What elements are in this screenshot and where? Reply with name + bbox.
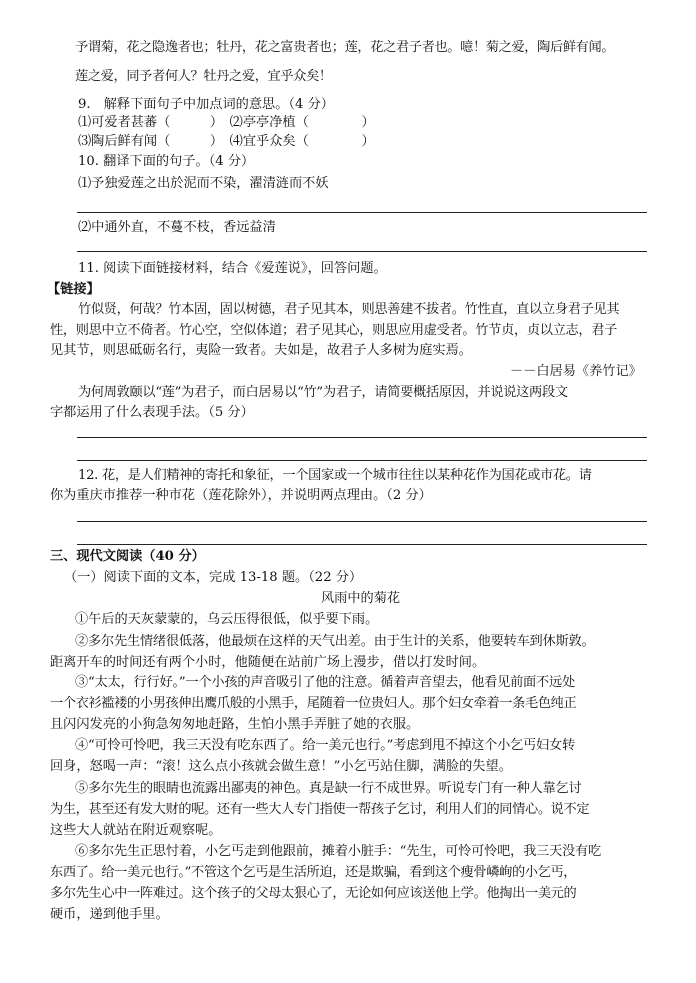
- article-line: ③“太太，行行好。”一个小孩的声音吸引了他的注意。循着声音望去，他看见前面不远处: [75, 675, 576, 690]
- article-line: 硬币，递到他手里。: [50, 907, 169, 922]
- question-10-sentence: ⑴予独爱莲之出於泥而不染，濯清涟而不妖: [78, 176, 329, 191]
- answer-line: [77, 251, 647, 252]
- article-title: 风雨中的菊花: [321, 591, 401, 606]
- question-12-stem: 12. 花，是人们精神的寄托和象征，一个国家或一个城市往往以某种花作为国花或市花。请: [78, 468, 592, 483]
- article-line: 回身，怒喝一声：“滚！这么点小孩就会做生意！”小乞丐站住脚，满脸的失望。: [50, 759, 512, 774]
- link-paragraph: 竹似贤，何哉？竹本固，固以树德，君子见其本，则思善建不拔者。竹性直，直以立身君子见其: [78, 302, 620, 317]
- section-heading: 三、现代文阅读（40 分）: [50, 549, 205, 564]
- question-10-stem: 10. 翻译下面的句子。（4 分）: [78, 154, 255, 169]
- article-line: 多尔先生心中一阵难过。这个孩子的父母太狠心了，无论如何应该送他上学。他掏出一美元的: [50, 886, 577, 901]
- answer-line: [77, 437, 647, 438]
- question-12-stem: 你为重庆市推荐一种市花（莲花除外），并说明两点理由。（2 分）: [50, 488, 432, 503]
- answer-line: [77, 544, 647, 545]
- answer-line: [77, 460, 647, 461]
- answer-line: [77, 521, 647, 522]
- article-line: ④“可怜可怜吧，我三天没有吃东西了。给一美元也行。”考虑到甩不掉这个小乞丐妇女转: [75, 738, 576, 753]
- article-line: 且闪闪发亮的小狗急匆匆地赶路，生怕小黑手弄脏了她的衣服。: [50, 717, 420, 732]
- article-line: ①午后的天灰蒙蒙的，乌云压得很低，似乎要下雨。: [75, 612, 379, 627]
- article-line: ②多尔先生情绪很低落，他最烦在这样的天气出差。由于生计的关系，他要转车到休斯敦。: [75, 634, 595, 649]
- question-10-sentence: ⑵中通外直，不蔓不枝，香远益清: [78, 220, 276, 235]
- article-line: ⑥多尔先生正思忖着，小乞丐走到他跟前，摊着小脏手：“先生，可怜可怜吧，我三天没有吃: [75, 844, 602, 859]
- question-11-ask: 字都运用了什么表现手法。（5 分）: [50, 405, 254, 420]
- question-11-stem: 11. 阅读下面链接材料，结合《爱莲说》，回答问题。: [78, 261, 387, 276]
- question-11-ask: 为何周敦颐以“莲”为君子，而白居易以“竹”为君子，请简要概括原因，并说说这两段文: [78, 385, 568, 400]
- question-9-stem: 9. 解释下面句子中加点词的意思。（4 分）: [78, 97, 334, 112]
- article-line: 东西了。给一美元也行。”不管这个乞丐是生活所迫，还是欺骗，看到这个瘦骨嶙峋的小乞丐，: [50, 865, 577, 880]
- passage-line: 莲之爱，同予者何人？牡丹之爱，宜乎众矣！: [75, 69, 332, 84]
- article-line: ⑤多尔先生的眼睛也流露出鄙夷的神色。真是缺一行不成世界。听说专门有一种人靠乞讨: [75, 781, 582, 796]
- link-paragraph: 性，则思中立不倚者。竹心空，空似体道；君子见其心，则思应用虚受者。竹节贞，贞以立志，君子: [50, 323, 618, 338]
- article-line: 距离开车的时间还有两个小时，他随便在站前广场上漫步，借以打发时间。: [50, 655, 486, 670]
- passage-line: 予谓菊，花之隐逸者也；牡丹，花之富贵者也；莲，花之君子者也。噫！菊之爱，陶后鲜有闻。: [75, 40, 615, 55]
- link-source: －－白居易《养竹记》: [510, 364, 642, 379]
- section-subheading: （一）阅读下面的文本，完成 13-18 题。（22 分）: [64, 570, 363, 585]
- link-paragraph: 见其节，则思砥砺名行，夷险一致者。夫如是，故君子人多树为庭实焉。: [50, 343, 472, 358]
- question-9-row: ⑶陶后鲜有闻（ ） ⑷宜乎众矣（ ）: [78, 134, 375, 149]
- link-tag: 【链接】: [47, 282, 100, 297]
- article-line: 一个衣衫褴褛的小男孩伸出鹰爪般的小黑手，尾随着一位贵妇人。那个妇女牵着一条毛色纯正: [50, 696, 577, 711]
- question-9-row: ⑴可爱者甚蕃（ ） ⑵亭亭净植（ ）: [78, 115, 375, 130]
- article-line: 这些大人就站在附近观察呢。: [50, 823, 222, 838]
- answer-line: [77, 212, 647, 213]
- article-line: 为生，甚至还有发大财的呢。还有一些大人专门指使一帮孩子乞讨，利用人们的同情心。说不定: [50, 802, 590, 817]
